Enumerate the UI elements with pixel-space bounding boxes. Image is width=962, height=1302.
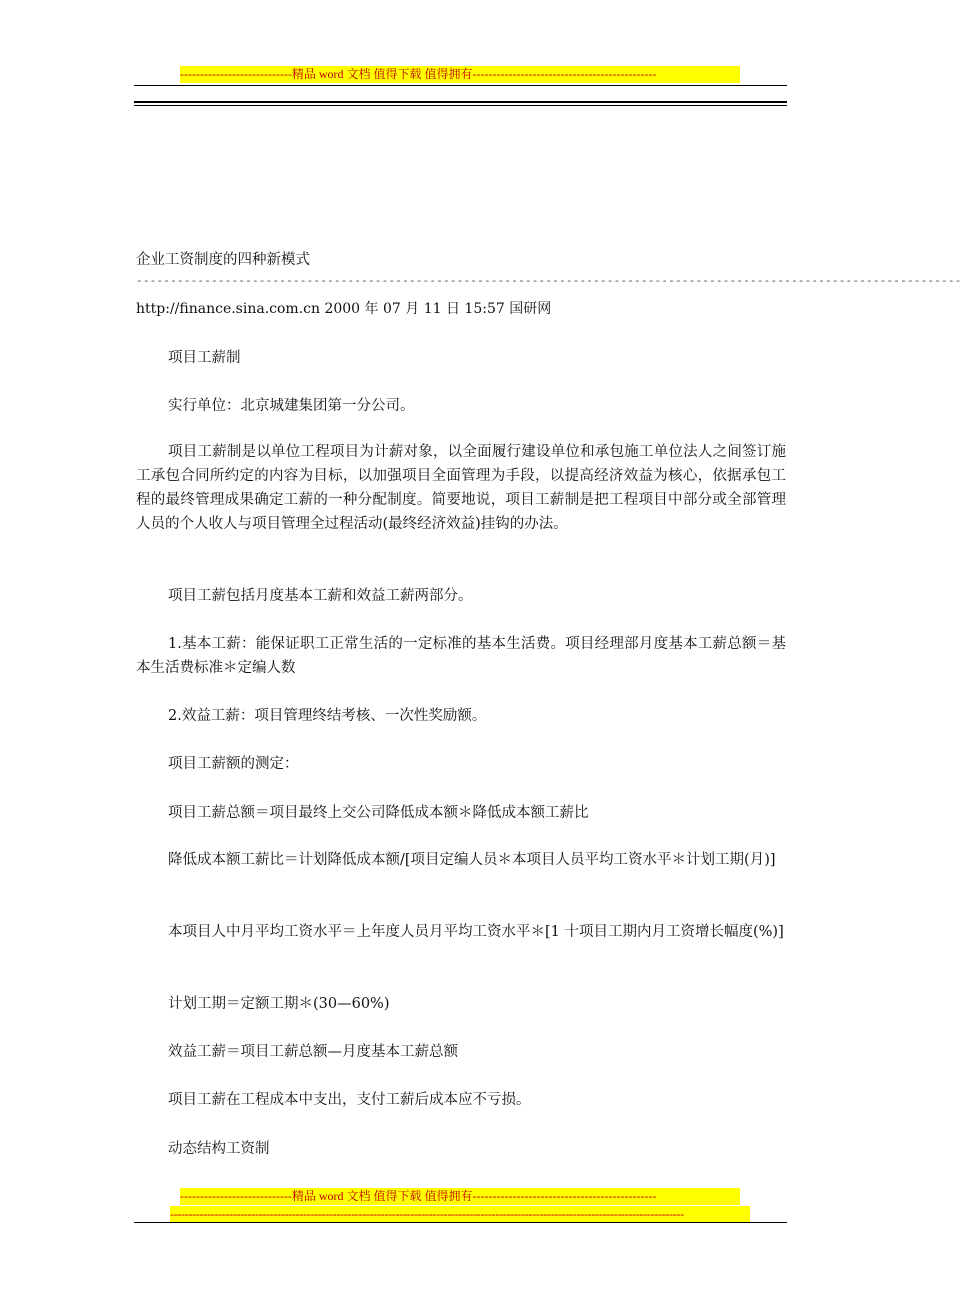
title-separator: -------------------------------------------------------------------------------------------------------------------------	[136, 274, 962, 287]
header-rule-thin	[134, 85, 787, 86]
paragraph: 项目工薪额的测定：	[168, 756, 299, 772]
paragraph: 实行单位：北京城建集团第一分公司。	[168, 398, 415, 414]
paragraph: 1.基本工薪：能保证职工正常生活的一定标准的基本生活费。项目经理部月度基本工薪总额＝基本生活费标准＊定编人数	[136, 636, 786, 676]
paragraph: 降低成本额工薪比＝计划降低成本额/[项目定编人员＊本项目人员平均工资水平＊计划工期(月)]	[168, 852, 776, 868]
article-source-line: http://finance.sina.com.cn 2000 年 07 月 11 日 15:57 国研网	[136, 301, 552, 317]
footer-banner: ----------------------------精品 word 文档 值得下载 值得拥有----------------------------------------------	[180, 1188, 740, 1205]
header-rule-thick-second	[134, 105, 787, 106]
paragraph: 项目工薪总额＝项目最终上交公司降低成本额＊降低成本额工薪比	[168, 805, 589, 821]
footer-rule	[134, 1222, 787, 1223]
header-banner: ----------------------------精品 word 文档 值得下载 值得拥有----------------------------------------------	[180, 66, 740, 83]
article-title: 企业工资制度的四种新模式	[136, 252, 310, 268]
paragraph: 项目工薪包括月度基本工薪和效益工薪两部分。	[168, 588, 473, 604]
paragraph: 效益工薪＝项目工薪总额—月度基本工薪总额	[168, 1044, 458, 1060]
paragraph: 项目工薪制	[168, 350, 241, 366]
paragraph: 计划工期＝定额工期＊(30—60%)	[168, 996, 390, 1012]
paragraph: 2.效益工薪：项目管理终结考核、一次性奖励额。	[168, 708, 487, 724]
header-rule-thick	[134, 101, 787, 103]
paragraph: 本项目人中月平均工资水平＝上年度人员月平均工资水平＊[1 十项目工期内月工资增长幅度(%)]	[168, 924, 784, 940]
paragraph: 动态结构工资制	[168, 1141, 270, 1157]
paragraph: 项目工薪在工程成本中支出，支付工薪后成本应不亏损。	[168, 1092, 531, 1108]
paragraph: 项目工薪制是以单位工程项目为计薪对象，以全面履行建设单位和承包施工单位法人之间签订施工承包合同所约定的内容为目标，以加强项目全面管理为手段，以提高经济效益为核心，依据承包工程的最终管理成果确定工薪的一种分配制度。简要地说，项目工薪制是把工程项目中部分或全部管理人员的个人收人与项目管理全过程活动(最终经济效益)挂钩的办法。	[136, 444, 786, 532]
footer-dash-line: -------------------------------------------------------------------------------------------------------------------------------------------	[170, 1206, 750, 1223]
